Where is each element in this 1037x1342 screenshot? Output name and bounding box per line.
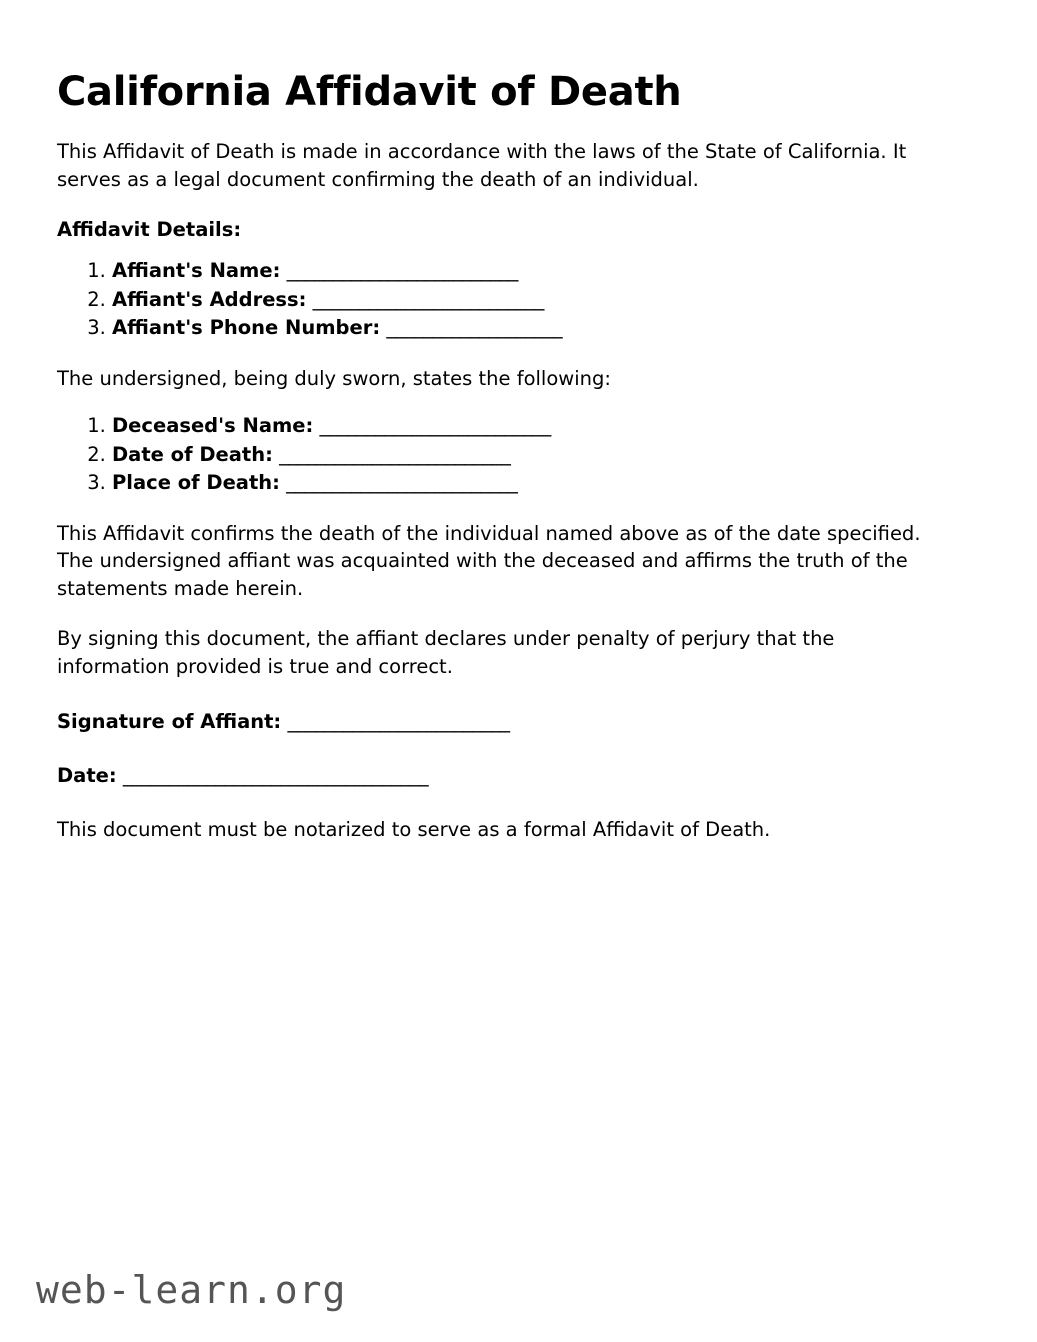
date-blank[interactable]: _________________________________ (122, 763, 429, 787)
list-item (112, 412, 947, 440)
place-of-death-blank[interactable]: _________________________ (286, 471, 518, 495)
deceased-details-list (57, 412, 947, 497)
list-item (112, 314, 947, 342)
signature-of-affiant-label: Signature of Affiant: (57, 710, 282, 734)
affidavit-details-heading: Affidavit Details: (57, 217, 242, 241)
sworn-intro-paragraph: The undersigned, being duly sworn, states the following: (57, 366, 611, 390)
notary-note-paragraph: This document must be notarized to serve as a formal Affidavit of Death. (57, 817, 771, 841)
affiant-name-blank[interactable]: _________________________ (286, 259, 518, 283)
deceased-name-blank[interactable]: _________________________ (319, 414, 551, 438)
date-of-death-blank[interactable]: _________________________ (279, 442, 511, 466)
perjury-paragraph: By signing this document, the affiant declares under penalty of perjury that the information provided is true and correct. (57, 626, 835, 678)
date-label: Date: (57, 763, 117, 787)
affiant-details-list (57, 257, 947, 342)
intro-paragraph: This Affidavit of Death is made in accordance with the laws of the State of California. It serves as a legal document confirming the death of an individual. (57, 140, 907, 191)
affiant-phone-blank[interactable]: ___________________ (386, 316, 563, 340)
signature-of-affiant-blank[interactable]: ________________________ (287, 710, 510, 734)
signature-of-affiant-row (57, 708, 947, 736)
list-item (112, 257, 947, 285)
list-item (112, 286, 947, 314)
affiant-address-label: Affiant's Address: (112, 287, 307, 311)
affiant-address-blank[interactable]: _________________________ (312, 287, 544, 311)
date-row (57, 762, 947, 790)
confirmation-paragraph: This Affidavit confirms the death of the individual named above as of the date specified. The undersigned affiant was acquainted with the deceased and affirms the truth of the statements made herein. (57, 521, 921, 601)
place-of-death-label: Place of Death: (112, 471, 280, 495)
affiant-phone-label: Affiant's Phone Number: (112, 316, 381, 340)
affiant-name-label: Affiant's Name: (112, 259, 281, 283)
page-title: California Affidavit of Death (57, 69, 682, 115)
date-of-death-label: Date of Death: (112, 442, 273, 466)
deceased-name-label: Deceased's Name: (112, 414, 314, 438)
watermark-text: web-learn.org (36, 1268, 347, 1312)
list-item (112, 469, 947, 497)
list-item (112, 441, 947, 469)
document-body (57, 69, 947, 843)
